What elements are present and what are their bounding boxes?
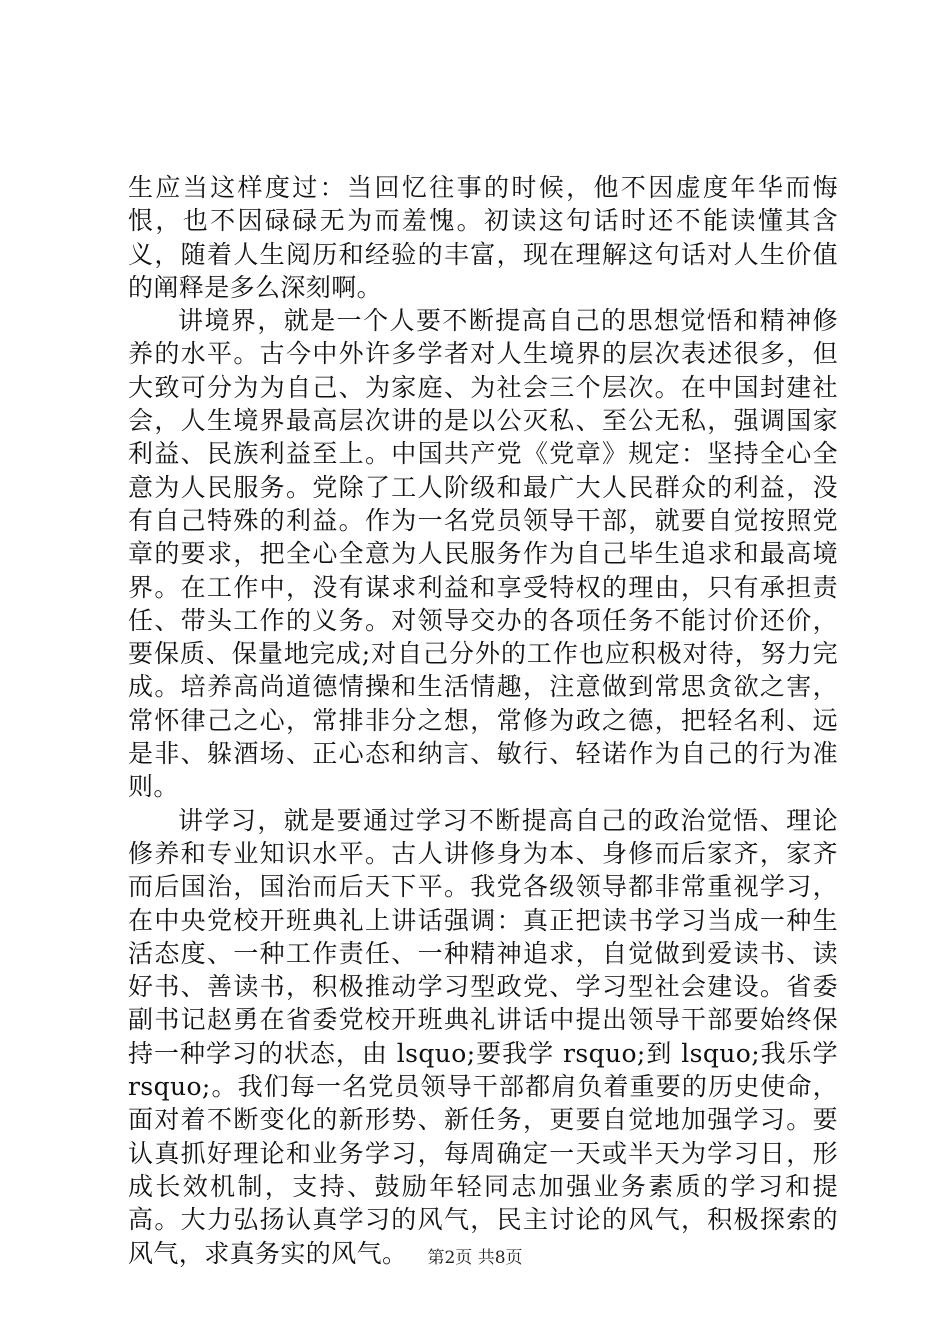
paragraph-continuation: 生应当这样度过：当回忆往事的时候，他不因虚度年华而悔恨，也不因碌碌无为而羞愧。初读这句话时还不能读懂其含义，随着人生阅历和经验的丰富，现在理解这句话对人生价值的阐释是多么深刻啊。 bbox=[128, 173, 838, 302]
paragraph-study: 讲学习，就是要通过学习不断提高自己的政治觉悟、理论修养和专业知识水平。古人讲修身为本、身修而后家齐，家齐而后国治，国治而后天下平。我党各级领导都非常重视学习，在中央党校开班典礼上讲话强调：真正把读书学习当成一种生活态度、一种工作责任、一种精神追求，自觉做到爱读书、读好书、善读书，积极推动学习型政党、学习型社会建设。省委副书记赵勇在省委党校开班典礼讲话中提出领导干部要始终保持一种学习的状态，由 lsquo;要我学 rsquo;到 lsquo;我乐学 rsquo;。我们每一名党员领导干部都肩负着重要的历史使命，面对着不断变化的新形势、新任务，更要自觉地加强学习。要认真抓好理论和业务学习，每周确定一天或半天为学习日，形成长效机制，支持、鼓励年轻同志加强业务素质的学习和提高。大力弘扬认真学习的风气，民主讨论的风气，积极探索的风气，求真务实的风气。 bbox=[128, 805, 838, 1268]
page-number: 第2页 共8页 bbox=[427, 1248, 523, 1268]
document-body bbox=[128, 171, 838, 1270]
paragraph-realm: 讲境界，就是一个人要不断提高自己的思想觉悟和精神修养的水平。古今中外许多学者对人生境界的层次表述很多，但大致可分为为自己、为家庭、为社会三个层次。在中国封建社会，人生境界最高层次讲的是以公灭私、至公无私，强调国家利益、民族利益至上。中国共产党《党章》规定：坚持全心全意为人民服务。党除了工人阶级和最广大人民群众的利益，没有自己特殊的利益。作为一名党员领导干部，就要自觉按照党章的要求，把全心全意为人民服务作为自己毕生追求和最高境界。在工作中，没有谋求利益和享受特权的理由，只有承担责任、带头工作的义务。对领导交办的各项任务不能讨价还价，要保质、保量地完成;对自己分外的工作也应积极对待，努力完成。培养高尚道德情操和生活情趣，注意做到常思贪欲之害，常怀律己之心，常排非分之想，常修为政之德，把轻名利、远是非、躲酒场、正心态和纳言、敏行、轻诺作为自己的行为准则。 bbox=[128, 306, 838, 802]
